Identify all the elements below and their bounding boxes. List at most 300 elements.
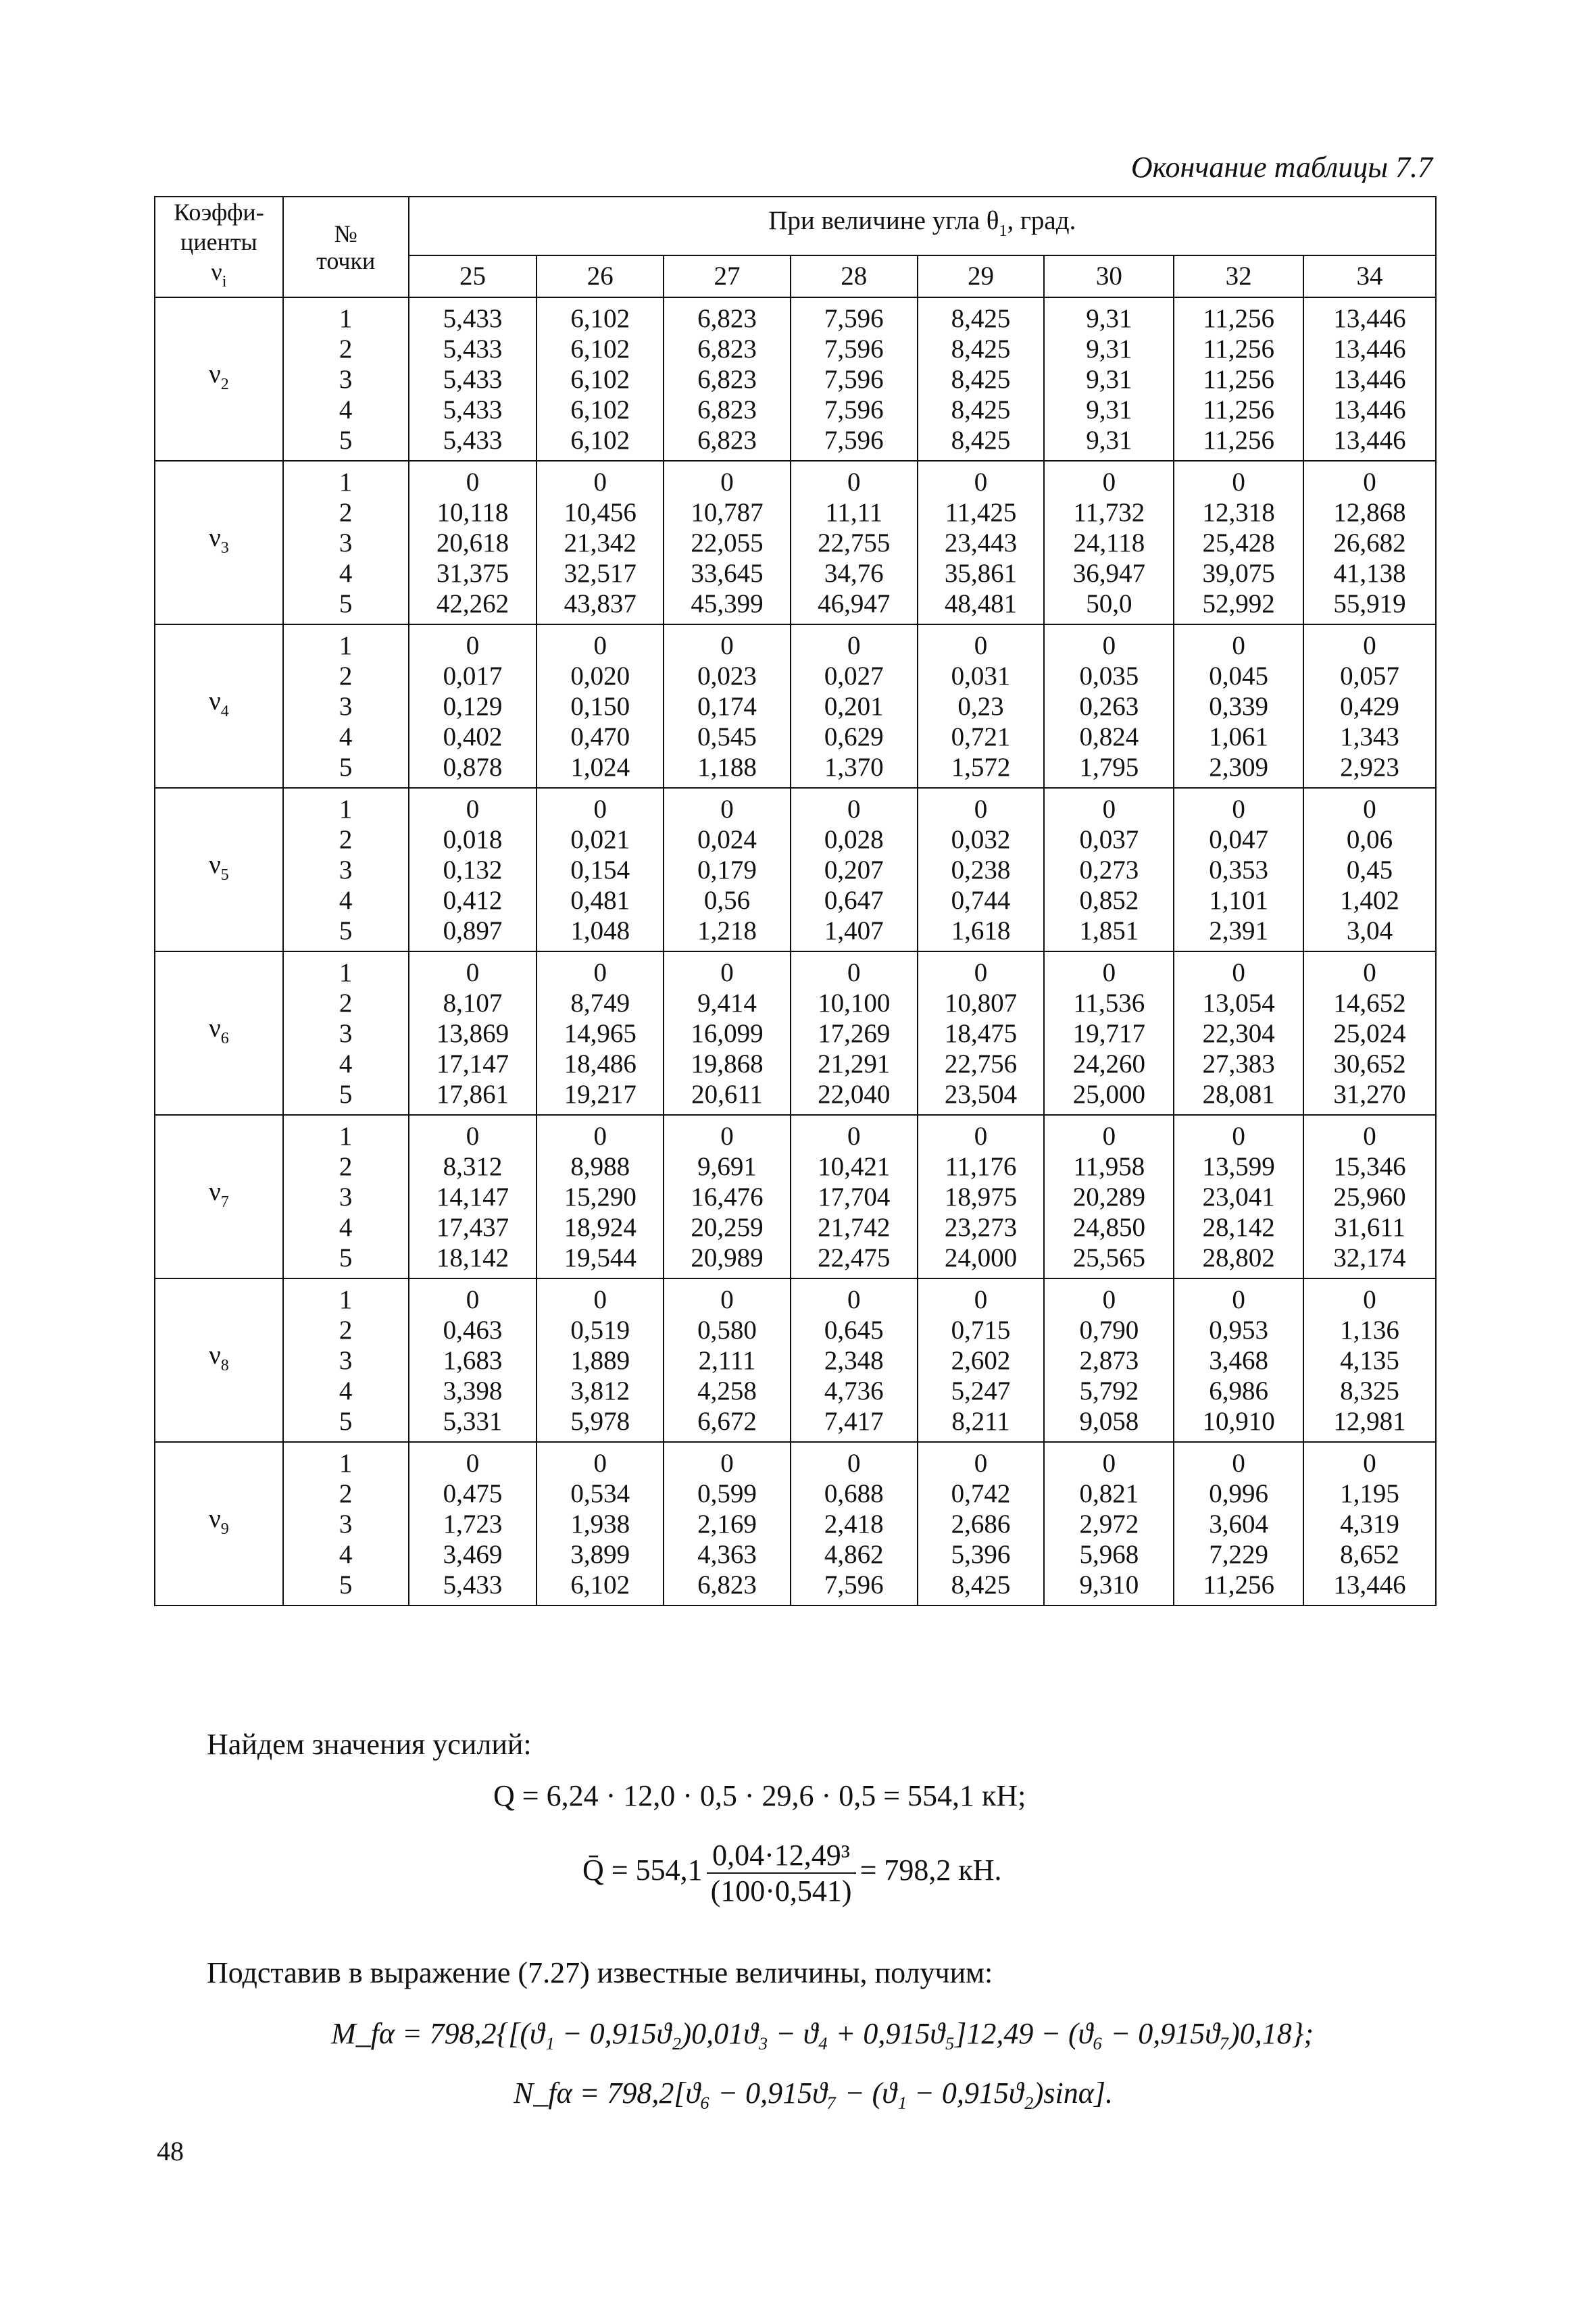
value-cell (409, 1278, 537, 1442)
point-number: 4 (339, 558, 353, 588)
value: 33,645 (691, 558, 764, 588)
value: 30,652 (1333, 1049, 1406, 1078)
value: 14,965 (564, 1018, 637, 1048)
point-number: 2 (339, 334, 353, 364)
value-cell (1174, 1278, 1303, 1442)
value: 17,437 (436, 1212, 509, 1242)
point-number: 1 (339, 957, 353, 987)
value: 11,256 (1203, 334, 1275, 364)
value-cell (409, 297, 537, 461)
value: 3,398 (443, 1376, 503, 1405)
point-number: 3 (339, 855, 353, 885)
value: 39,075 (1202, 558, 1275, 588)
value: 8,749 (570, 988, 630, 1018)
value: 55,919 (1333, 589, 1406, 618)
value: 6,102 (570, 395, 630, 424)
value: 0 (466, 630, 480, 660)
value: 28,081 (1202, 1079, 1275, 1109)
value: 0 (1102, 794, 1116, 824)
value: 7,229 (1209, 1539, 1268, 1569)
value: 11,732 (1073, 497, 1145, 527)
value: 2,418 (824, 1509, 884, 1539)
value: 5,978 (570, 1406, 630, 1436)
value: 6,823 (697, 364, 757, 394)
value: 6,102 (570, 1570, 630, 1599)
value: 41,138 (1333, 558, 1406, 588)
value: 9,31 (1086, 303, 1132, 333)
value: 0,647 (824, 885, 884, 915)
value: 2,923 (1340, 752, 1399, 782)
value: 0 (593, 1448, 607, 1478)
value: 0 (974, 630, 988, 660)
value: 20,259 (691, 1212, 764, 1242)
value: 22,040 (818, 1079, 891, 1109)
value: 24,850 (1072, 1212, 1145, 1242)
value: 5,792 (1079, 1376, 1139, 1405)
value: 42,262 (436, 589, 509, 618)
value-cell (537, 297, 664, 461)
paragraph-forces: Найдем значения усилий: (207, 1728, 532, 1761)
value: 11,256 (1203, 364, 1275, 394)
value: 0 (974, 467, 988, 497)
value: 8,425 (951, 395, 1011, 424)
value: 11,256 (1203, 425, 1275, 455)
value: 0 (974, 1448, 988, 1478)
value: 1,889 (570, 1345, 630, 1375)
value: 23,273 (944, 1212, 1018, 1242)
table-row (155, 788, 1436, 951)
value: 3,899 (570, 1539, 630, 1569)
value-cell (664, 624, 791, 788)
value: 0,129 (443, 691, 503, 721)
value: 20,989 (691, 1243, 764, 1272)
value: 0 (1363, 467, 1376, 497)
value: 5,433 (443, 425, 503, 455)
value: 0,339 (1209, 691, 1268, 721)
value: 36,947 (1072, 558, 1145, 588)
value-cell (1044, 1115, 1174, 1278)
table-row (155, 461, 1436, 624)
coefficient-symbol: $\nu_5$ (155, 788, 283, 951)
value: 0 (466, 957, 480, 987)
value: 0 (1102, 630, 1116, 660)
value: 0 (1363, 1285, 1376, 1314)
value: 11,256 (1203, 1570, 1275, 1599)
value: 0 (1232, 630, 1245, 660)
value: 19,868 (691, 1049, 764, 1078)
angle-header-cell: 32 (1174, 255, 1303, 297)
value-cell (537, 951, 664, 1115)
value: 0 (847, 630, 861, 660)
value: 23,443 (944, 528, 1018, 557)
value: 2,309 (1209, 752, 1268, 782)
value-cell (918, 1278, 1045, 1442)
value: 4,862 (824, 1539, 884, 1569)
value: 20,289 (1072, 1182, 1145, 1212)
point-numbers (283, 297, 409, 461)
value: 5,433 (443, 364, 503, 394)
point-numbers (283, 1115, 409, 1278)
value: 10,787 (691, 497, 764, 527)
value-cell (1303, 1115, 1436, 1278)
value-cell (537, 624, 664, 788)
point-numbers (283, 1442, 409, 1605)
point-number: 2 (339, 1478, 353, 1508)
value-cell (918, 1442, 1045, 1605)
angle-header-cell: 28 (791, 255, 918, 297)
value: 2,111 (698, 1345, 756, 1375)
value: 0,174 (697, 691, 757, 721)
value: 6,823 (697, 425, 757, 455)
value: 2,391 (1209, 916, 1268, 945)
value: 0 (1102, 1448, 1116, 1478)
value: 9,31 (1086, 334, 1132, 364)
point-number: 4 (339, 722, 353, 751)
value: 10,421 (818, 1151, 891, 1181)
value-cell (1303, 1442, 1436, 1605)
value: 20,618 (436, 528, 509, 557)
value: 6,823 (697, 395, 757, 424)
value: 35,861 (944, 558, 1018, 588)
angle-header: При величине угла $\theta_1$, град. (409, 197, 1436, 255)
point-number: 2 (339, 1151, 353, 1181)
value: 9,691 (697, 1151, 757, 1181)
value: 11,256 (1203, 303, 1275, 333)
value: 7,596 (824, 1570, 884, 1599)
coefficient-symbol: $\nu_7$ (155, 1115, 283, 1278)
value: 46,947 (818, 589, 891, 618)
value: 0,790 (1079, 1315, 1139, 1345)
value: 13,599 (1202, 1151, 1275, 1181)
point-number: 3 (339, 528, 353, 557)
value: 0 (466, 467, 480, 497)
value: 0 (1102, 467, 1116, 497)
value: 1,407 (824, 916, 884, 945)
value: 18,975 (944, 1182, 1018, 1212)
value-cell (1174, 461, 1303, 624)
value: 17,147 (436, 1049, 509, 1078)
value: 5,433 (443, 303, 503, 333)
value: 0,481 (570, 885, 630, 915)
value: 32,174 (1333, 1243, 1406, 1272)
value-cell (1174, 1442, 1303, 1605)
value: 6,823 (697, 334, 757, 364)
value: 5,396 (951, 1539, 1011, 1569)
value-cell (918, 1115, 1045, 1278)
value-cell (1303, 788, 1436, 951)
value: 0,23 (957, 691, 1004, 721)
value: 5,331 (443, 1406, 503, 1436)
value: 25,565 (1072, 1243, 1145, 1272)
value-cell (409, 624, 537, 788)
value: 4,363 (697, 1539, 757, 1569)
value: 16,099 (691, 1018, 764, 1048)
value: 0 (847, 1285, 861, 1314)
value: 0,031 (951, 661, 1011, 691)
value: 0,429 (1340, 691, 1399, 721)
value-cell (791, 461, 918, 624)
value: 2,873 (1079, 1345, 1139, 1375)
value: 2,169 (697, 1509, 757, 1539)
value: 0 (466, 794, 480, 824)
value: 22,304 (1202, 1018, 1275, 1048)
coefficients-table (154, 196, 1437, 1606)
value: 15,290 (564, 1182, 637, 1212)
page-number: 48 (157, 2136, 184, 2166)
value: 25,024 (1333, 1018, 1406, 1048)
value-cell (918, 297, 1045, 461)
value: 0,057 (1340, 661, 1399, 691)
value: 18,924 (564, 1212, 637, 1242)
point-number: 4 (339, 1212, 353, 1242)
value: 12,868 (1333, 497, 1406, 527)
value: 0,688 (824, 1478, 884, 1508)
value-cell (537, 788, 664, 951)
value-cell (1044, 624, 1174, 788)
value-cell (1044, 461, 1174, 624)
value: 45,399 (691, 589, 764, 618)
value: 21,742 (818, 1212, 891, 1242)
point-number: 1 (339, 1121, 353, 1151)
value-cell (1303, 461, 1436, 624)
value: 8,107 (443, 988, 503, 1018)
value: 0,020 (570, 661, 630, 691)
value: 13,446 (1333, 364, 1406, 394)
value: 6,102 (570, 425, 630, 455)
value: 13,054 (1202, 988, 1275, 1018)
value: 8,425 (951, 303, 1011, 333)
value: 43,837 (564, 589, 637, 618)
value: 10,910 (1202, 1406, 1275, 1436)
value: 0,018 (443, 824, 503, 854)
value-cell (791, 1278, 918, 1442)
value: 23,504 (944, 1079, 1018, 1109)
value-cell (409, 1442, 537, 1605)
point-number: 3 (339, 1345, 353, 1375)
value: 0 (720, 1285, 734, 1314)
value: 17,704 (818, 1182, 891, 1212)
value-cell (1044, 1278, 1174, 1442)
value: 7,596 (824, 395, 884, 424)
value: 0 (1363, 1448, 1376, 1478)
value: 0 (1363, 794, 1376, 824)
point-number: 5 (339, 752, 353, 782)
value: 32,517 (564, 558, 637, 588)
value-cell (918, 951, 1045, 1115)
formula-qbar: Q̄ = 554,1 $\frac{\text{0,04·12,49³}}{(100\cdot 0,541)}$ = 798,2 кН. (582, 1839, 1002, 1908)
value: 0 (1232, 1121, 1245, 1151)
formula-n: N_fα = 798,2[ϑ₆ − 0,915ϑ₇ − (ϑ₁ − 0,915ϑ₂)sinα]. (514, 2076, 1113, 2110)
value-cell (537, 1115, 664, 1278)
value: 0,027 (824, 661, 884, 691)
value: 0,207 (824, 855, 884, 885)
value: 5,433 (443, 395, 503, 424)
value: 0,273 (1079, 855, 1139, 885)
value: 0,878 (443, 752, 503, 782)
value: 24,260 (1072, 1049, 1145, 1078)
value: 1,048 (570, 916, 630, 945)
value: 1,795 (1079, 752, 1139, 782)
value-cell (409, 951, 537, 1115)
value: 11,176 (945, 1151, 1017, 1181)
angle-header-cell: 29 (918, 255, 1045, 297)
value: 8,988 (570, 1151, 630, 1181)
value: 11,425 (945, 497, 1017, 527)
value: 0,996 (1209, 1478, 1268, 1508)
point-number: 3 (339, 364, 353, 394)
value: 0 (847, 794, 861, 824)
value-cell (791, 624, 918, 788)
value: 0 (1102, 1285, 1116, 1314)
value: 0,744 (951, 885, 1011, 915)
value: 0,715 (951, 1315, 1011, 1345)
value: 0 (1232, 467, 1245, 497)
value-cell (664, 951, 791, 1115)
value: 0,238 (951, 855, 1011, 885)
value: 7,596 (824, 425, 884, 455)
value: 0,023 (697, 661, 757, 691)
point-number: 1 (339, 467, 353, 497)
point-number: 5 (339, 916, 353, 945)
value: 0 (974, 1121, 988, 1151)
value: 16,476 (691, 1182, 764, 1212)
formula-m: M_fα = 798,2{[(ϑ₁ − 0,915ϑ₂)0,01ϑ₃ − ϑ₄ + 0,915ϑ₅]12,49 − (ϑ₆ − 0,915ϑ₇)0,18}; (331, 2017, 1314, 2050)
value: 9,414 (697, 988, 757, 1018)
value: 5,433 (443, 1570, 503, 1599)
formula-q: Q = 6,24 · 12,0 · 0,5 · 29,6 · 0,5 = 554,1 кН; (493, 1779, 1026, 1812)
value-cell (409, 788, 537, 951)
value-cell (1044, 788, 1174, 951)
value-cell (791, 951, 918, 1115)
value-cell (1174, 788, 1303, 951)
value-cell (1174, 297, 1303, 461)
value-cell (791, 1442, 918, 1605)
value: 0 (1363, 957, 1376, 987)
table-row (155, 1278, 1436, 1442)
value-cell (409, 461, 537, 624)
value: 27,383 (1202, 1049, 1275, 1078)
value: 1,723 (443, 1509, 503, 1539)
value: 0,475 (443, 1478, 503, 1508)
value: 0 (974, 1285, 988, 1314)
value: 9,31 (1086, 364, 1132, 394)
value: 31,270 (1333, 1079, 1406, 1109)
point-numbers (283, 461, 409, 624)
value: 3,604 (1209, 1509, 1268, 1539)
value: 3,469 (443, 1539, 503, 1569)
value: 7,596 (824, 303, 884, 333)
value: 23,041 (1202, 1182, 1275, 1212)
value: 31,611 (1334, 1212, 1405, 1242)
value: 13,869 (436, 1018, 509, 1048)
value: 2,972 (1079, 1509, 1139, 1539)
value: 10,100 (818, 988, 891, 1018)
value: 0,028 (824, 824, 884, 854)
table-caption: Окончание таблицы 7.7 (1130, 151, 1432, 184)
value: 0,721 (951, 722, 1011, 751)
value: 0 (466, 1285, 480, 1314)
point-number: 3 (339, 691, 353, 721)
value: 0,353 (1209, 855, 1268, 885)
value-cell (1303, 624, 1436, 788)
value: 12,318 (1202, 497, 1275, 527)
value-cell (1174, 1115, 1303, 1278)
point-number: 1 (339, 1448, 353, 1478)
value: 0,154 (570, 855, 630, 885)
point-numbers (283, 951, 409, 1115)
point-number: 4 (339, 1376, 353, 1405)
value-cell (1303, 951, 1436, 1115)
value: 1,188 (697, 752, 757, 782)
value: 0 (847, 467, 861, 497)
value-cell (537, 1442, 664, 1605)
value: 1,370 (824, 752, 884, 782)
value: 0,201 (824, 691, 884, 721)
value: 4,258 (697, 1376, 757, 1405)
value: 19,217 (564, 1079, 637, 1109)
value: 34,76 (824, 558, 884, 588)
value: 1,101 (1209, 885, 1268, 915)
value-cell (664, 297, 791, 461)
value: 12,981 (1333, 1406, 1406, 1436)
point-number: 2 (339, 1315, 353, 1345)
value: 1,218 (697, 916, 757, 945)
value: 20,611 (691, 1079, 763, 1109)
point-number: 4 (339, 395, 353, 424)
value-cell (1303, 1278, 1436, 1442)
value: 6,102 (570, 364, 630, 394)
value: 13,446 (1333, 425, 1406, 455)
value: 0,035 (1079, 661, 1139, 691)
value: 6,102 (570, 334, 630, 364)
value: 0 (1232, 957, 1245, 987)
value-cell (664, 461, 791, 624)
point-number: 5 (339, 589, 353, 618)
value: 48,481 (944, 589, 1018, 618)
value-cell (791, 788, 918, 951)
value: 26,682 (1333, 528, 1406, 557)
paragraph-substitution: Подставив в выражение (7.27) известные величины, получим: (207, 1956, 993, 1989)
value: 17,861 (436, 1079, 509, 1109)
value: 5,247 (951, 1376, 1011, 1405)
value: 0,742 (951, 1478, 1011, 1508)
value: 1,343 (1340, 722, 1399, 751)
value: 0 (974, 794, 988, 824)
value: 25,428 (1202, 528, 1275, 557)
value: 0 (974, 957, 988, 987)
value: 0,953 (1209, 1315, 1268, 1345)
value: 0 (847, 957, 861, 987)
angle-header-cell: 26 (537, 255, 664, 297)
point-number: 4 (339, 1049, 353, 1078)
coefficient-symbol: $\nu_6$ (155, 951, 283, 1115)
value: 0 (847, 1121, 861, 1151)
value: 0,56 (703, 885, 751, 915)
value: 1,618 (951, 916, 1011, 945)
value-cell (664, 1278, 791, 1442)
value: 7,596 (824, 364, 884, 394)
value: 4,135 (1340, 1345, 1399, 1375)
value: 0,263 (1079, 691, 1139, 721)
value: 21,291 (818, 1049, 891, 1078)
value: 0 (720, 1448, 734, 1478)
value: 0,629 (824, 722, 884, 751)
value: 1,402 (1340, 885, 1399, 915)
value: 0 (1232, 1448, 1245, 1478)
coefficient-symbol: $\nu_9$ (155, 1442, 283, 1605)
value: 9,31 (1086, 425, 1132, 455)
value-cell (1303, 297, 1436, 461)
